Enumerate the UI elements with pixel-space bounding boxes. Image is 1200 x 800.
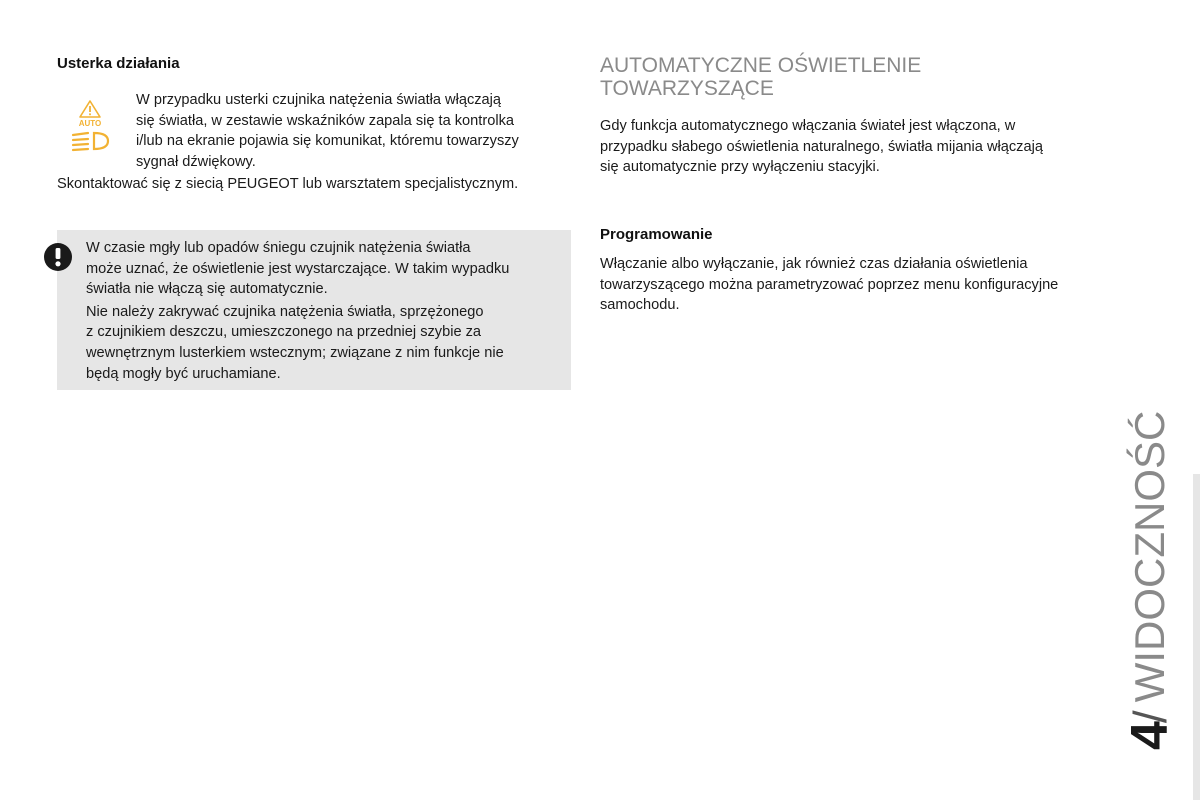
chapter-side-bar: [1193, 474, 1200, 800]
programming-paragraph: [600, 254, 1058, 316]
text-line: się automatycznie przy wyłączeniu stacyjki.: [600, 159, 880, 176]
text-line: Gdy funkcja automatycznego włączania świateł jest włączona, w: [600, 118, 1016, 134]
malfunction-heading: Usterka działania: [57, 55, 180, 72]
text-line: przypadku słabego oświetlenia naturalnego, światła mijania włączają: [600, 138, 1043, 155]
intro-paragraph: [600, 116, 1043, 178]
section-title-line: AUTOMATYCZNE OŚWIETLENIE: [600, 54, 922, 77]
text-line: się światła, w zestawie wskaźników zapala się ta kontrolka: [136, 112, 514, 129]
chapter-slash: /: [1124, 710, 1176, 724]
text-line: i/lub na ekranie pojawia się komunikat, któremu towarzyszy: [136, 133, 519, 150]
auto-icon-label: AUTO: [78, 119, 102, 128]
text-line: Włączanie albo wyłączanie, jak również czas działania oświetlenia: [600, 256, 1028, 272]
text-line: z czujnikiem deszczu, umieszczonego na przedniej szybie za: [86, 324, 482, 341]
malfunction-paragraph: [136, 90, 519, 172]
text-line: towarzyszącego można parametryzować poprzez menu konfiguracyjne: [600, 276, 1059, 293]
text-line: Nie należy zakrywać czujnika natężenia światła, sprzężonego: [86, 303, 484, 320]
text-line: sygnał dźwiękowy.: [136, 153, 256, 170]
text-line: samochodu.: [600, 297, 680, 314]
note-text: [86, 238, 509, 384]
section-title-line: TOWARZYSZĄCE: [600, 77, 774, 100]
chapter-title: WIDOCZNOŚĆ: [1126, 410, 1173, 703]
programming-heading: Programowanie: [600, 226, 713, 243]
text-line: W przypadku usterki czujnika natężenia światła włączają: [136, 92, 502, 108]
text-line: będą mogły być uruchamiane.: [86, 365, 281, 382]
text-line: Skontaktować się z siecią PEUGEOT lub warsztatem specjalistycznym.: [57, 176, 519, 192]
text-line: może uznać, że oświetlenie jest wystarczające. W takim wypadku: [86, 260, 510, 277]
exclamation-note-icon: [43, 242, 73, 272]
contact-paragraph: [57, 174, 518, 195]
text-line: światła nie włączą się automatycznie.: [86, 281, 328, 298]
auto-lighting-warning-icon: [70, 99, 110, 157]
chapter-tab: [1120, 410, 1180, 750]
text-line: wewnętrznym lusterkiem wstecznym; związane z nim funkcje nie: [86, 344, 504, 361]
text-line: W czasie mgły lub opadów śniegu czujnik natężenia światła: [86, 240, 471, 256]
section-title: [600, 54, 921, 100]
chapter-number: 4: [1121, 723, 1179, 750]
